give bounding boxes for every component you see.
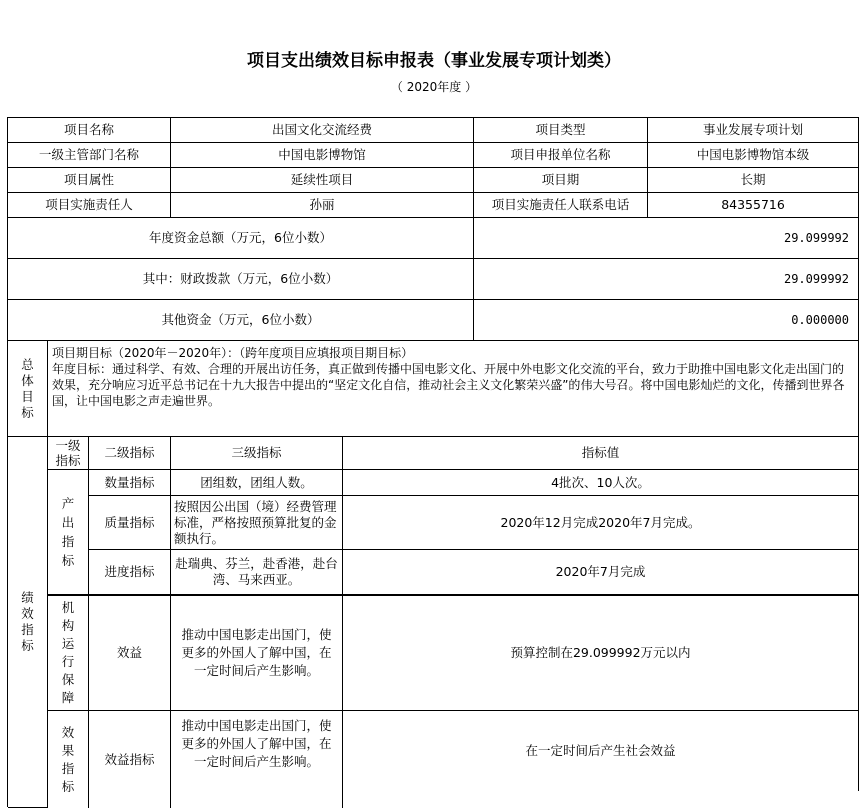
period-label: 项目期 [474, 168, 648, 193]
goal-content [48, 341, 859, 437]
goal-period-text: 项目期目标（2020年－2020年）：（跨年度项目应填报项目期目标） [52, 346, 414, 360]
other-funds-label: 其他资金（万元，6位小数） [8, 300, 474, 341]
total-funds-value: 29.099992 [474, 218, 859, 259]
indicators-label: 绩 效 指 标 [8, 437, 48, 808]
table-row-level2: 效益指标 [89, 711, 171, 808]
unit-label: 项目申报单位名称 [474, 143, 648, 168]
project-type-label: 项目类型 [474, 118, 648, 143]
table-row-level3: 赴瑞典、芬兰，赴香港，赴台湾、马来西亚。 [171, 550, 343, 596]
dept-label: 一级主管部门名称 [8, 143, 171, 168]
output-indicators-label: 产 出 指 标 [48, 470, 89, 596]
header-level1: 一级 指标 [48, 437, 89, 470]
header-level3: 三级指标 [171, 437, 343, 470]
period-value: 长期 [648, 168, 859, 193]
other-funds-value: 0.000000 [474, 300, 859, 341]
project-name-label: 项目名称 [8, 118, 171, 143]
table-row-value: 在一定时间后产生社会效益 [343, 711, 859, 791]
project-name-value: 出国文化交流经费 [171, 118, 474, 143]
dept-value: 中国电影博物馆 [171, 143, 474, 168]
performance-table [7, 117, 859, 807]
table-row-level3: 团组数，团组人数。 [171, 470, 343, 496]
goal-label: 总 体 目 标 [8, 341, 48, 437]
header-level2: 二级指标 [89, 437, 171, 470]
page-subtitle: （ 2020年度 ） [390, 80, 478, 94]
table-row-level2: 进度指标 [89, 550, 171, 596]
table-row-value: 预算控制在29.099992万元以内 [343, 596, 859, 711]
table-row-value: 2020年12月完成2020年7月完成。 [343, 496, 859, 550]
fiscal-funds-label: 其中：财政拨款（万元，6位小数） [8, 259, 474, 300]
table-row-level2: 数量指标 [89, 470, 171, 496]
attr-value: 延续性项目 [171, 168, 474, 193]
attr-label: 项目属性 [8, 168, 171, 193]
person-value: 孙丽 [171, 193, 474, 218]
total-funds-label: 年度资金总额（万元，6位小数） [8, 218, 474, 259]
table-row-level3: 推动中国电影走出国门，使更多的外国人了解中国，在一定时间后产生影响。 [171, 711, 343, 808]
mechanism-indicators-label: 机 构 运 行 保 障 [48, 596, 89, 711]
table-row-level3: 按照因公出国（境）经费管理标准，严格按照预算批复的金额执行。 [171, 496, 343, 550]
fiscal-funds-value: 29.099992 [474, 259, 859, 300]
effect-indicators-label: 效 果 指 标 [48, 711, 89, 808]
table-row-value: 4批次、10人次。 [343, 470, 859, 496]
table-row-level2: 效益 [89, 596, 171, 711]
phone-value: 84355716 [648, 193, 859, 218]
project-type-value: 事业发展专项计划 [648, 118, 859, 143]
phone-label: 项目实施责任人联系电话 [474, 193, 648, 218]
table-row-value: 2020年7月完成 [343, 550, 859, 596]
unit-value: 中国电影博物馆本级 [648, 143, 859, 168]
person-label: 项目实施责任人 [8, 193, 171, 218]
goal-annual-text: 年度目标：通过科学、有效、合理的开展出访任务，真正做到传播中国电影文化、开展中外电影文化交流的平台，致力于助推中国电影文化走出国门的效果，充分响应习近平总书记在十九大报告中提出的“坚定文化自信，推动社会主义文化繁荣兴盛”的伟大号召。将中国电影灿烂的文化，传播到世界各国，让中国电影之声走遍世界。 [52, 362, 845, 408]
header-value: 指标值 [343, 437, 859, 470]
table-row-level2: 质量指标 [89, 496, 171, 550]
page-title: 项目支出绩效目标申报表（事业发展专项计划类） [247, 51, 621, 71]
table-row-level3: 推动中国电影走出国门，使更多的外国人了解中国，在一定时间后产生影响。 [171, 596, 343, 711]
